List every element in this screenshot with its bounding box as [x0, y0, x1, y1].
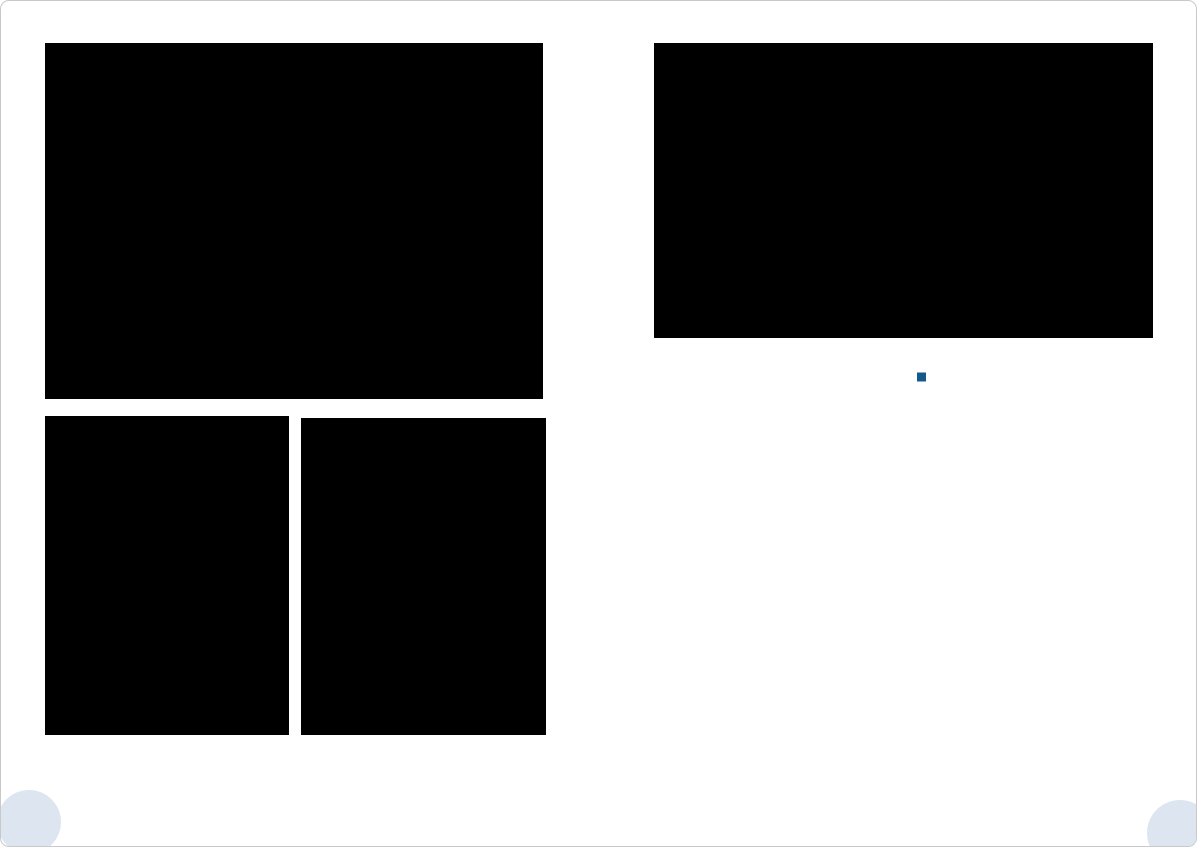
qr-code — [1086, 708, 1158, 780]
article-column-1 — [654, 352, 896, 369]
article-column-2 — [911, 352, 1154, 402]
author-block — [911, 559, 1154, 561]
end-of-article-marker — [917, 373, 926, 382]
photo-children-arranging-candles — [45, 416, 289, 735]
article-paragraph — [911, 369, 1154, 385]
footer-decoration-circle — [0, 790, 61, 847]
photo-people-lighting-candles — [654, 43, 1153, 338]
photo-candle-logo-night — [301, 418, 546, 735]
footer-right — [1165, 805, 1175, 823]
photo-candlelit-pavilion — [45, 43, 543, 399]
footer-left — [19, 805, 29, 823]
